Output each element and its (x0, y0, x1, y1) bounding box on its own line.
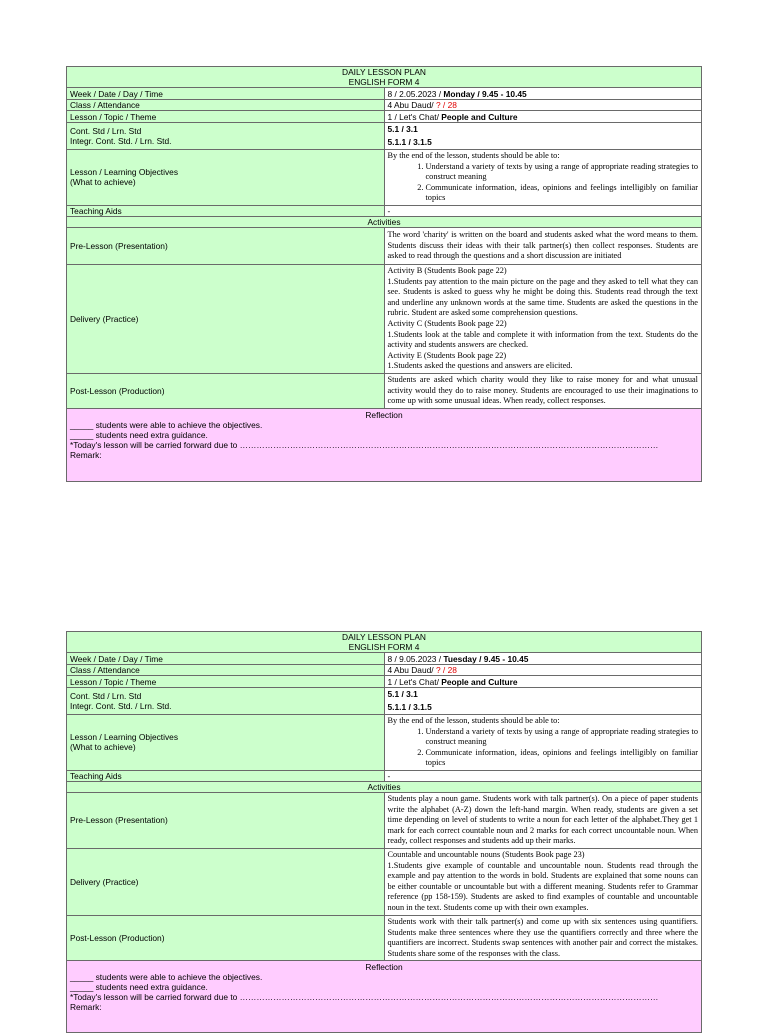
plan-header (67, 67, 702, 88)
objective-item: 1. Understand a variety of texts by using a range of appropriate reading strategies to construct meaning (426, 162, 699, 183)
delivery-line: 1.Students asked the questions and answers are elicited. (387, 361, 573, 371)
plan-subtitle: ENGLISH FORM 4 (348, 642, 420, 652)
lesson-plan-table (66, 631, 702, 1033)
class-label: Class / Attendance (67, 665, 385, 676)
objectives-label-1: Lesson / Learning Objectives (70, 732, 179, 743)
objective-item: 2. Communicate information, ideas, opinions and feelings intelligibly on familiar topics (426, 748, 699, 769)
objectives-label-2: (What to achieve) (70, 177, 136, 188)
standards-value-2: 5.1.1 / 3.1.5 (387, 137, 432, 147)
reflection-line: *Today's lesson will be carried forward due to …………………………………………………………………………………………………………………………………… (70, 439, 659, 450)
standards-value-2: 5.1.1 / 3.1.5 (387, 702, 432, 712)
plan-header (67, 632, 702, 653)
objectives-value (384, 150, 702, 206)
objectives-list (388, 727, 699, 769)
delivery-text (384, 848, 702, 915)
reflection-line: _____ students need extra guidance. (70, 429, 208, 440)
week-date: 8 / 2.05.2023 / (387, 88, 444, 99)
aids-label: Teaching Aids (67, 205, 385, 216)
delivery-text (384, 264, 702, 373)
class-value (384, 100, 702, 111)
plan-title: DAILY LESSON PLAN (342, 632, 426, 642)
pre-lesson-label: Pre-Lesson (Presentation) (67, 792, 385, 848)
standards-value-1: 5.1 / 3.1 (387, 124, 418, 134)
plan-subtitle: ENGLISH FORM 4 (348, 77, 420, 87)
objectives-label-2: (What to achieve) (70, 742, 136, 753)
pre-lesson-text: The word 'charity' is written on the board and students asked what the word means to them. Students discuss their ideas with their talk partner(s) then collect responses. Students are asked to read through the questions and a short discussion are initiated (384, 227, 702, 264)
delivery-line: Activity C (Students Book page 22) (387, 318, 507, 328)
standards-value (384, 688, 702, 715)
attendance: ? / 28 (435, 665, 457, 675)
plan-title: DAILY LESSON PLAN (342, 67, 426, 77)
topic-label: Lesson / Topic / Theme (67, 111, 385, 123)
class-value (384, 665, 702, 676)
class-name: 4 Abu Daud/ (387, 665, 436, 675)
delivery-line: Activity E (Students Book page 22) (387, 350, 507, 360)
week-day-time: Tuesday / 9.45 - 10.45 (443, 653, 529, 664)
reflection-title: Reflection (365, 409, 403, 420)
post-lesson-text: Students work with their talk partner(s) and come up with six sentences using quantifiers. Students make three sentences where they use the quantifiers correctly and three where the quantifiers are incorrect. Students swap sentences with another pair and correct the mistakes. Students share some of the responses with the class. (384, 915, 702, 960)
standards-label-1: Cont. Std / Lrn. Std (70, 126, 142, 136)
delivery-label: Delivery (Practice) (67, 264, 385, 373)
class-name: 4 Abu Daud/ (387, 100, 436, 110)
aids-value: - (384, 205, 702, 216)
activities-heading: Activities (67, 216, 702, 227)
week-label: Week / Date / Day / Time (67, 653, 385, 665)
objectives-intro: By the end of the lesson, students should be able to: (387, 716, 560, 725)
attendance: ? / 28 (435, 100, 457, 110)
post-lesson-label: Post-Lesson (Production) (67, 915, 385, 960)
reflection-remark: Remark: (70, 449, 102, 460)
objectives-label (67, 715, 385, 771)
delivery-line: 1.Students pay attention to the main picture on the page and they asked to tell what they can see. Students is asked to guess why he might be doing this. Students read through the text and underline any unknown words at the same time. Students are asked the questions in the rubric. Student are asked some comprehension questions. (387, 276, 698, 318)
lesson-plan-2 (66, 631, 702, 1033)
objectives-intro: By the end of the lesson, students should be able to: (387, 151, 560, 160)
week-date: 8 / 9.05.2023 / (387, 653, 444, 664)
topic-lesson: 1 / Let's Chat/ (387, 676, 442, 687)
reflection-line: *Today's lesson will be carried forward due to …………………………………………………………………………………………………………………………………… (70, 992, 659, 1003)
objectives-label (67, 150, 385, 206)
lesson-plan-1 (66, 66, 702, 482)
objectives-value (384, 715, 702, 771)
standards-label-1: Cont. Std / Lrn. Std (70, 691, 142, 701)
week-day-time: Monday / 9.45 - 10.45 (443, 88, 527, 99)
reflection-line: _____ students need extra guidance. (70, 982, 208, 993)
post-lesson-label: Post-Lesson (Production) (67, 373, 385, 408)
objectives-label-1: Lesson / Learning Objectives (70, 167, 179, 178)
delivery-line: Countable and uncountable nouns (Students Book page 23) (387, 849, 585, 859)
standards-label (67, 688, 385, 715)
week-value (384, 653, 702, 665)
activities-heading: Activities (67, 781, 702, 792)
objective-item: 1. Understand a variety of texts by using a range of appropriate reading strategies to construct meaning (426, 727, 699, 748)
aids-label: Teaching Aids (67, 770, 385, 781)
week-label: Week / Date / Day / Time (67, 88, 385, 100)
week-value (384, 88, 702, 100)
standards-label (67, 123, 385, 150)
post-lesson-text: Students are asked which charity would they like to raise money for and what unusual activity would they do to raise money. Students are encouraged to use their imaginations to come up with some unusual ideas. When ready, collect responses. (384, 373, 702, 408)
reflection-box (67, 408, 702, 481)
class-label: Class / Attendance (67, 100, 385, 111)
delivery-label: Delivery (Practice) (67, 848, 385, 915)
topic-value (384, 111, 702, 123)
pre-lesson-label: Pre-Lesson (Presentation) (67, 227, 385, 264)
pre-lesson-text: Students play a noun game. Students work with talk partner(s). On a piece of paper students write the alphabet (A-Z) down the left-hand margin. When ready, students are given a set time depending on level of students to write a noun for each letter of the alphabet.They get 1 mark for each correct countable noun and 2 marks for each correct uncountable noun. When ready, collect responses and students add up their marks. (384, 792, 702, 848)
objectives-list (388, 162, 699, 204)
standards-value-1: 5.1 / 3.1 (387, 689, 418, 699)
reflection-line: _____ students were able to achieve the objectives. (70, 972, 263, 983)
topic-label: Lesson / Topic / Theme (67, 676, 385, 688)
topic-value (384, 676, 702, 688)
reflection-remark: Remark: (70, 1002, 102, 1013)
objective-item: 2. Communicate information, ideas, opinions and feelings intelligibly on familiar topics (426, 183, 699, 204)
reflection-box (67, 961, 702, 1033)
standards-label-2: Integr. Cont. Std. / Lrn. Std. (70, 701, 172, 711)
delivery-line: Activity B (Students Book page 22) (387, 265, 507, 275)
topic-theme: People and Culture (441, 676, 518, 687)
aids-value: - (384, 770, 702, 781)
reflection-line: _____ students were able to achieve the objectives. (70, 419, 263, 430)
lesson-plan-table (66, 66, 702, 482)
delivery-line: 1.Students look at the table and complete it with information from the text. Students do the activity and students answers are checked. (387, 329, 698, 350)
standards-label-2: Integr. Cont. Std. / Lrn. Std. (70, 136, 172, 146)
delivery-line: 1.Students give example of countable and uncountable noun. Students read through the example and pay attention to the words in bold. Students are explained that some nouns can be either countable or uncountable but with a different meaning. Students refer to Grammar reference (pp 158-159). Students are asked to find examples of countable and uncountable noun in the text. Students come up with their own examples. (387, 860, 698, 912)
reflection-title: Reflection (365, 962, 403, 973)
topic-lesson: 1 / Let's Chat/ (387, 111, 442, 122)
topic-theme: People and Culture (441, 111, 518, 122)
standards-value (384, 123, 702, 150)
